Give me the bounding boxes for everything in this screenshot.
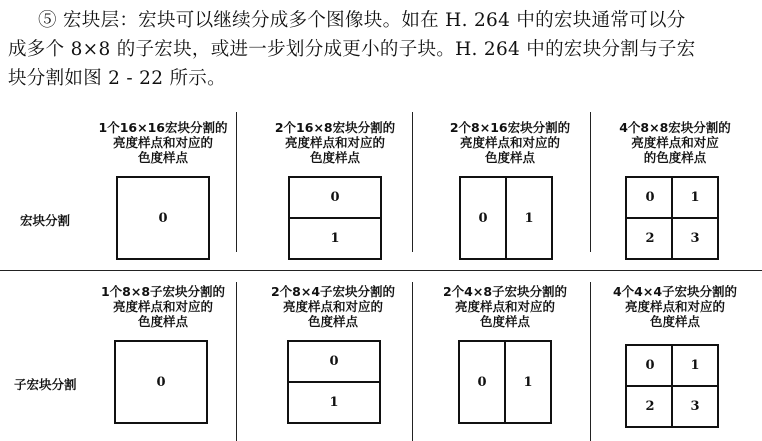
block-mb-8x16 — [459, 176, 553, 260]
caption-mb-8x16 — [425, 120, 595, 165]
caption-line: 色度样点 — [479, 314, 530, 329]
block-sub-8x8 — [114, 340, 208, 424]
row-divider — [0, 270, 762, 271]
partition-line — [671, 346, 673, 426]
partition-number: 2 — [645, 231, 655, 246]
partition-number: 1 — [330, 231, 340, 246]
partition-number: 0 — [645, 358, 655, 373]
block-sub-4x4 — [625, 344, 719, 428]
row-label-sub-macroblock: 子宏块分割 — [14, 377, 77, 392]
caption-line: 色度样点 — [309, 150, 360, 165]
partition-number: 0 — [330, 190, 340, 205]
partition-line — [505, 178, 507, 258]
caption-sub-8x8 — [78, 284, 248, 329]
partition-number: 1 — [690, 358, 700, 373]
caption-line: 2个8×4子宏块分割的 — [270, 284, 396, 299]
block-sub-4x8 — [458, 340, 552, 424]
partition-line — [504, 342, 506, 422]
caption-sub-4x4 — [590, 284, 760, 329]
caption-mb-8x8 — [590, 120, 760, 165]
partition-number: 0 — [477, 375, 487, 390]
caption-sub-4x8 — [420, 284, 590, 329]
partition-number: 0 — [478, 211, 488, 226]
caption-line: 亮度样点和对应的 — [454, 299, 555, 314]
partition-line — [290, 217, 380, 219]
partition-number: 3 — [690, 231, 700, 246]
row-label-macroblock: 宏块分割 — [20, 213, 71, 228]
block-mb-16x16 — [116, 176, 210, 260]
caption-mb-16x16 — [78, 120, 248, 165]
partition-number: 0 — [329, 354, 339, 369]
caption-line: 亮度样点和对应的 — [112, 135, 213, 150]
caption-line: 色度样点 — [137, 150, 188, 165]
partition-figure — [0, 112, 762, 441]
block-mb-8x8 — [625, 176, 719, 260]
caption-line: 色度样点 — [484, 150, 535, 165]
caption-line: 4个8×8宏块分割的 — [619, 120, 731, 135]
partition-number: 2 — [645, 399, 655, 414]
caption-line: 2个8×16宏块分割的 — [449, 120, 571, 135]
partition-number: 0 — [156, 375, 166, 390]
partition-number: 0 — [158, 211, 168, 226]
caption-line: 亮度样点和对应 — [631, 135, 719, 150]
caption-line: 色度样点 — [137, 314, 188, 329]
caption-line: 1个8×8子宏块分割的 — [100, 284, 226, 299]
block-mb-16x8 — [288, 176, 382, 260]
caption-line: 2个4×8子宏块分割的 — [442, 284, 568, 299]
paragraph-line-3: 块分割如图 2 - 22 所示。 — [8, 68, 226, 89]
caption-line: 亮度样点和对应的 — [624, 299, 725, 314]
caption-line: 色度样点 — [649, 314, 700, 329]
partition-number: 1 — [523, 375, 533, 390]
partition-number: 1 — [524, 211, 534, 226]
caption-line: 1个16×16宏块分割的 — [98, 120, 228, 135]
partition-number: 1 — [690, 190, 700, 205]
caption-line: 的色度样点 — [643, 150, 707, 165]
partition-line — [671, 178, 673, 258]
caption-line: 亮度样点和对应的 — [282, 299, 383, 314]
block-sub-8x4 — [287, 340, 381, 424]
partition-number: 1 — [329, 395, 339, 410]
caption-line: 亮度样点和对应的 — [284, 135, 385, 150]
caption-line: 亮度样点和对应的 — [459, 135, 560, 150]
paragraph-line-1: ⑤ 宏块层：宏块可以继续分成多个图像块。如在 H. 264 中的宏块通常可以分 — [38, 10, 686, 31]
caption-line: 亮度样点和对应的 — [112, 299, 213, 314]
caption-mb-16x8 — [250, 120, 420, 165]
paragraph-line-2: 成多个 8×8 的子宏块，或进一步划分成更小的子块。H. 264 中的宏块分割与子宏 — [8, 39, 696, 60]
caption-line: 4个4×4子宏块分割的 — [612, 284, 738, 299]
caption-line: 2个16×8宏块分割的 — [274, 120, 396, 135]
partition-number: 0 — [645, 190, 655, 205]
caption-sub-8x4 — [248, 284, 418, 329]
partition-number: 3 — [690, 399, 700, 414]
body-paragraph — [8, 6, 756, 93]
partition-line — [289, 381, 379, 383]
caption-line: 色度样点 — [307, 314, 358, 329]
